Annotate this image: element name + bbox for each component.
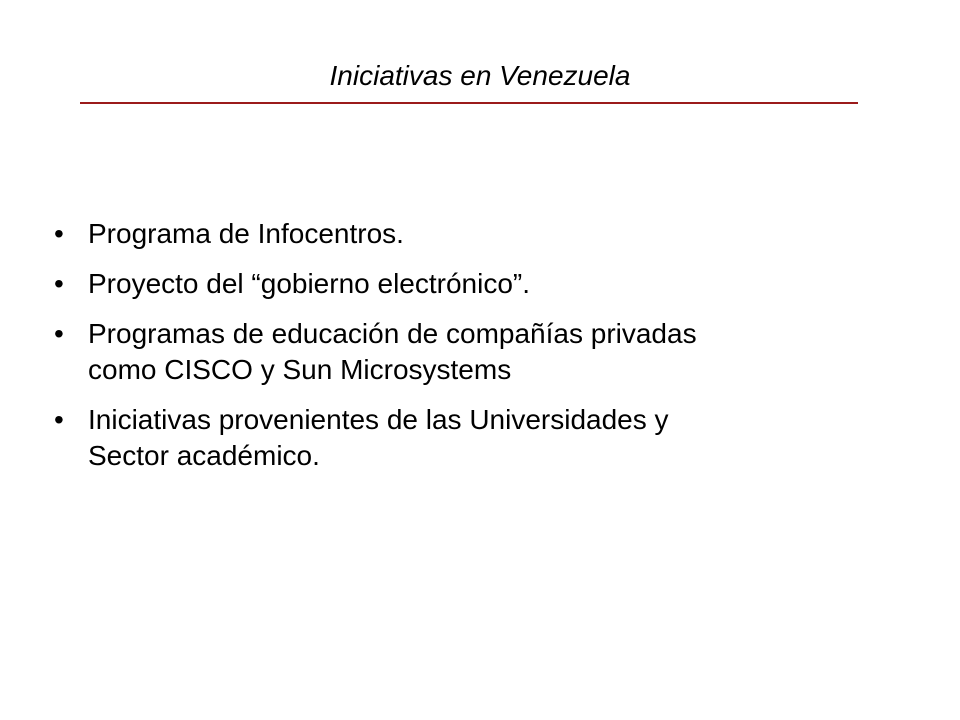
bullet-text: Programa de Infocentros. xyxy=(88,218,404,249)
bullet-icon: • xyxy=(54,268,64,299)
slide-title: Iniciativas en Venezuela xyxy=(329,60,631,91)
bullet-icon: • xyxy=(54,404,64,435)
bullet-item xyxy=(48,216,878,252)
bullet-text-line: Iniciativas provenientes de las Universidades y xyxy=(88,404,669,435)
bullet-item xyxy=(48,402,878,474)
bullet-text-line: Programas de educación de compañías privadas xyxy=(88,318,697,349)
bullet-item xyxy=(48,316,878,388)
title-underline xyxy=(80,102,858,104)
bullet-item xyxy=(48,266,878,302)
bullet-list xyxy=(48,216,878,488)
bullet-text-line: Sector académico. xyxy=(88,440,320,471)
bullet-icon: • xyxy=(54,218,64,249)
bullet-text: Proyecto del “gobierno electrónico”. xyxy=(88,268,531,299)
bullet-text-line: como CISCO y Sun Microsystems xyxy=(88,354,512,385)
bullet-icon: • xyxy=(54,318,64,349)
